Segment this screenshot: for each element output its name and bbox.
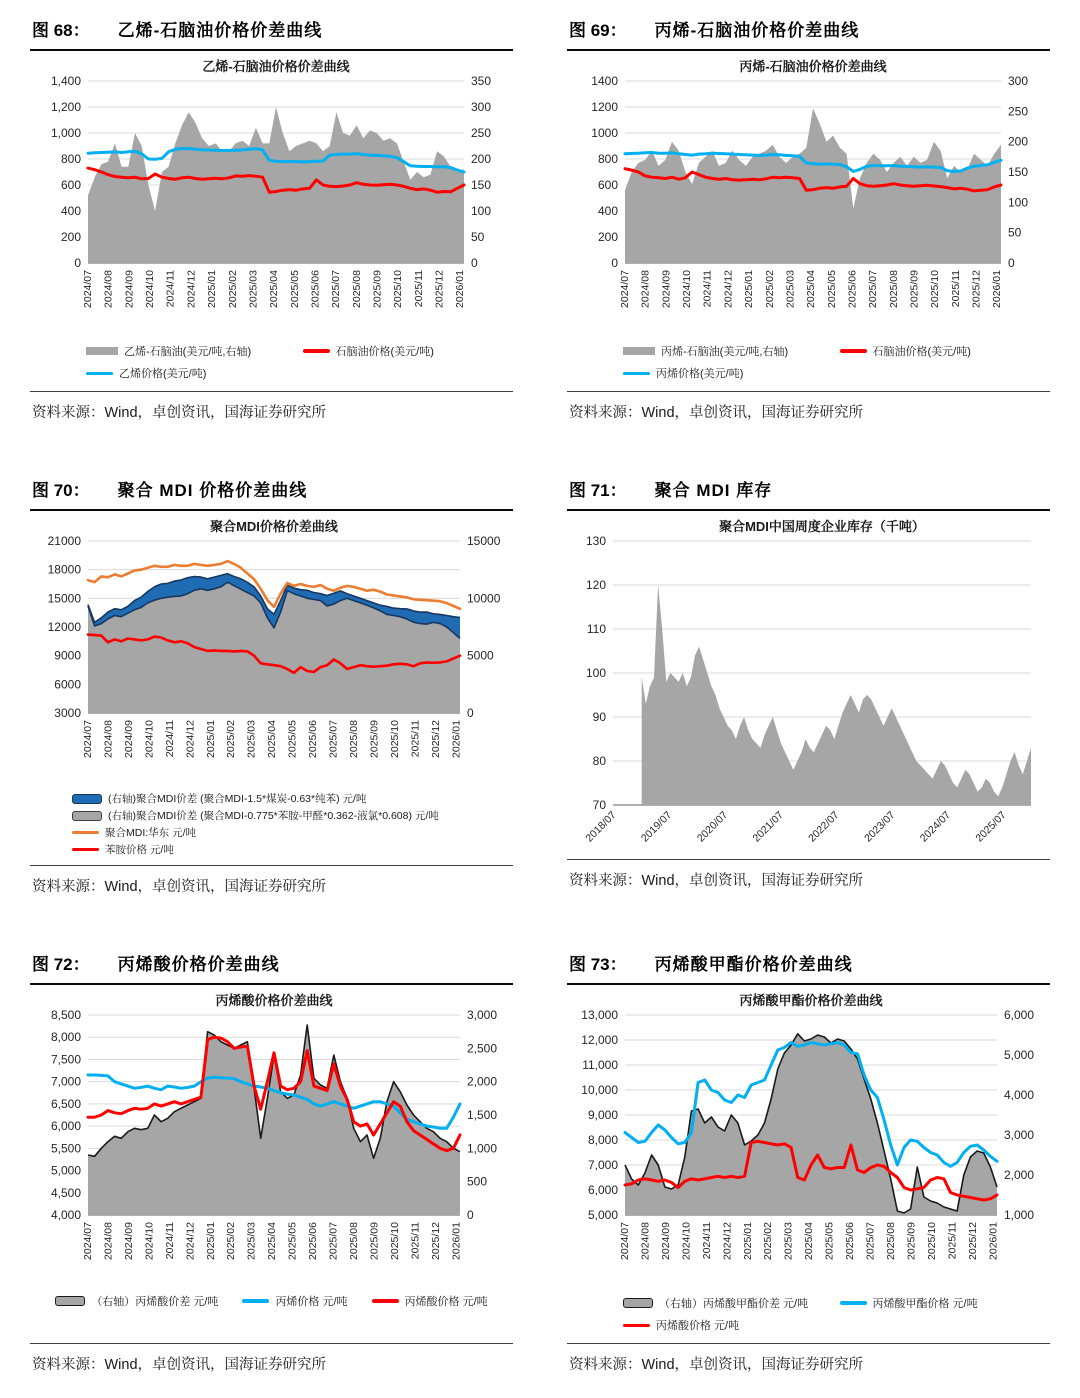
svg-text:2,000: 2,000 <box>467 1074 498 1089</box>
legend-item <box>623 1293 834 1313</box>
figure-73-header <box>567 946 1050 985</box>
svg-text:13,000: 13,000 <box>581 1008 618 1022</box>
legend-line-marker <box>840 349 867 353</box>
svg-text:2025/03: 2025/03 <box>245 1222 258 1260</box>
svg-text:2025/07: 2025/07 <box>330 270 343 308</box>
svg-text:6,000: 6,000 <box>587 1183 618 1197</box>
chart-title: 丙烯酸价格价差曲线 <box>215 993 333 1008</box>
svg-text:6,000: 6,000 <box>50 1119 81 1134</box>
legend-label: 乙烯价格(美元/吨) <box>119 368 207 381</box>
svg-text:2025/12: 2025/12 <box>970 270 983 308</box>
svg-text:15000: 15000 <box>467 534 501 548</box>
svg-text:2024/10: 2024/10 <box>143 1222 156 1260</box>
svg-text:10000: 10000 <box>467 591 501 606</box>
svg-text:400: 400 <box>60 204 81 218</box>
svg-text:2025/12: 2025/12 <box>966 1222 979 1260</box>
svg-text:250: 250 <box>1008 104 1029 119</box>
svg-text:2024/10: 2024/10 <box>143 720 156 758</box>
svg-text:6,000: 6,000 <box>1004 1008 1035 1022</box>
source-text: 资料来源：Wind，卓创资讯，国海证券研究所 <box>32 879 327 895</box>
svg-text:2024/09: 2024/09 <box>660 270 673 308</box>
figure-73-chart <box>567 989 1049 1289</box>
svg-text:2025/07: 2025/07 <box>973 809 1009 845</box>
legend-line-marker <box>303 349 330 353</box>
source-text: 资料来源：Wind，卓创资讯，国海证券研究所 <box>32 1357 327 1373</box>
legend-area-marker <box>72 794 102 804</box>
figure-73-title: 丙烯酸甲酯价格价差曲线 <box>654 955 853 974</box>
svg-text:2025/10: 2025/10 <box>392 270 405 308</box>
svg-text:50: 50 <box>471 230 485 244</box>
figure-69-number: 图 69： <box>569 21 627 40</box>
legend-label: 丙烯酸价格 元/吨 <box>404 1296 488 1308</box>
chart-title: 丙烯酸甲酯价格价差曲线 <box>739 993 883 1008</box>
svg-text:4,500: 4,500 <box>50 1185 81 1200</box>
svg-text:1,000: 1,000 <box>50 126 81 140</box>
svg-text:5,000: 5,000 <box>587 1208 618 1222</box>
figure-73-number: 图 73： <box>569 955 627 974</box>
legend-label: （右轴）丙烯酸甲酯价差 元/吨 <box>659 1297 809 1310</box>
figure-70-header <box>30 472 513 511</box>
svg-text:2024/11: 2024/11 <box>164 270 177 308</box>
legend-item <box>372 1293 488 1309</box>
svg-text:2024/07: 2024/07 <box>82 720 94 758</box>
legend-item <box>55 1293 218 1309</box>
svg-text:12000: 12000 <box>47 620 81 634</box>
svg-text:3,000: 3,000 <box>467 1008 498 1022</box>
legend-label: 石脑油价格(美元/吨) <box>335 345 434 358</box>
svg-text:2025/06: 2025/06 <box>307 1222 320 1260</box>
svg-text:5,000: 5,000 <box>1004 1048 1035 1062</box>
svg-text:2025/05: 2025/05 <box>288 270 301 308</box>
legend-line-marker <box>72 831 99 835</box>
svg-text:2024/09: 2024/09 <box>122 720 135 758</box>
figure-73-legend <box>567 1289 1050 1335</box>
svg-text:150: 150 <box>471 178 492 192</box>
svg-text:110: 110 <box>586 622 606 636</box>
svg-text:3,000: 3,000 <box>1004 1128 1035 1142</box>
figure-72-source <box>30 1343 513 1374</box>
svg-text:2025/05: 2025/05 <box>286 1222 299 1260</box>
figure-70-chart <box>30 515 512 787</box>
svg-text:2025/04: 2025/04 <box>805 270 818 308</box>
svg-text:2025/07: 2025/07 <box>867 270 880 308</box>
svg-text:2025/07: 2025/07 <box>327 1222 340 1260</box>
svg-text:0: 0 <box>611 256 618 270</box>
svg-text:200: 200 <box>1008 134 1029 149</box>
svg-text:2024/07: 2024/07 <box>917 809 954 845</box>
svg-text:2025/02: 2025/02 <box>225 720 238 758</box>
svg-text:2022/07: 2022/07 <box>806 809 842 845</box>
svg-text:130: 130 <box>585 534 606 548</box>
figure-71-number: 图 71： <box>569 481 627 500</box>
chart-title: 聚合MDI价格价差曲线 <box>210 519 338 534</box>
figure-69 <box>567 12 1050 422</box>
svg-text:2025/06: 2025/06 <box>844 1222 857 1260</box>
svg-text:3000: 3000 <box>54 706 81 720</box>
legend-item <box>242 1293 347 1309</box>
legend-line-marker <box>623 1324 650 1328</box>
svg-text:8,500: 8,500 <box>50 1008 81 1022</box>
figure-69-chart <box>567 55 1049 337</box>
svg-text:2024/08: 2024/08 <box>102 720 115 758</box>
svg-text:5,000: 5,000 <box>50 1163 81 1178</box>
svg-text:50: 50 <box>1008 225 1022 240</box>
svg-text:500: 500 <box>467 1174 488 1189</box>
legend-item <box>72 808 439 823</box>
svg-text:9000: 9000 <box>54 648 81 663</box>
svg-text:2025/01: 2025/01 <box>204 1222 217 1260</box>
svg-text:2025/12: 2025/12 <box>429 720 442 758</box>
legend-item <box>840 341 1051 361</box>
svg-text:90: 90 <box>592 710 606 724</box>
svg-text:2025/06: 2025/06 <box>307 720 320 758</box>
svg-text:2025/11: 2025/11 <box>949 270 962 308</box>
legend-label: 丙烯价格 元/吨 <box>275 1296 348 1308</box>
svg-text:11,000: 11,000 <box>582 1058 618 1072</box>
svg-text:300: 300 <box>1008 74 1029 88</box>
svg-text:2025/11: 2025/11 <box>409 720 422 758</box>
svg-text:2025/03: 2025/03 <box>245 720 258 758</box>
svg-text:1,200: 1,200 <box>50 100 81 114</box>
svg-text:250: 250 <box>471 126 492 140</box>
figure-68-chart <box>30 55 512 337</box>
figure-69-legend <box>567 337 1050 383</box>
legend-item <box>86 364 297 384</box>
svg-text:10,000: 10,000 <box>581 1083 618 1097</box>
legend-label: （右轴）丙烯酸价差 元/吨 <box>91 1296 219 1308</box>
legend-label: (右轴)聚合MDI价差 (聚合MDI-0.775*苯胺-甲醛*0.362-液氯*0.608) 元/吨 <box>108 810 439 822</box>
svg-text:2,000: 2,000 <box>1004 1168 1035 1182</box>
source-text: 资料来源：Wind，卓创资讯，国海证券研究所 <box>32 405 327 421</box>
svg-text:2025/04: 2025/04 <box>268 270 281 308</box>
svg-text:2025/01: 2025/01 <box>206 270 219 308</box>
svg-text:2025/08: 2025/08 <box>887 270 900 308</box>
svg-text:2025/06: 2025/06 <box>309 270 322 308</box>
svg-text:2024/10: 2024/10 <box>680 1222 693 1260</box>
svg-text:2025/05: 2025/05 <box>823 1222 836 1260</box>
figure-70-source <box>30 865 513 896</box>
svg-text:200: 200 <box>471 152 492 166</box>
svg-text:2025/10: 2025/10 <box>388 1222 401 1260</box>
svg-text:350: 350 <box>471 74 492 88</box>
figure-72-title: 丙烯酸价格价差曲线 <box>117 955 280 974</box>
svg-text:2025/10: 2025/10 <box>925 1222 938 1260</box>
svg-text:2024/09: 2024/09 <box>122 1222 135 1260</box>
legend-item <box>303 341 514 361</box>
svg-text:4,000: 4,000 <box>50 1208 81 1222</box>
svg-text:5,500: 5,500 <box>50 1141 81 1156</box>
svg-text:4,000: 4,000 <box>1004 1088 1035 1102</box>
legend-line-marker <box>242 1299 269 1303</box>
figure-72-number: 图 72： <box>32 955 90 974</box>
legend-item <box>623 1316 834 1336</box>
svg-text:12,000: 12,000 <box>581 1033 618 1047</box>
svg-text:100: 100 <box>1008 195 1029 210</box>
svg-text:1,400: 1,400 <box>50 74 81 88</box>
svg-text:2019/07: 2019/07 <box>638 809 675 845</box>
svg-text:2025/09: 2025/09 <box>371 270 384 308</box>
svg-text:80: 80 <box>592 754 606 768</box>
legend-item <box>840 1293 1051 1313</box>
chart-title: 聚合MDI中国周度企业库存（千吨） <box>719 519 925 534</box>
legend-label: 石脑油价格(美元/吨) <box>872 345 971 358</box>
figure-70 <box>30 472 513 896</box>
svg-text:2025/02: 2025/02 <box>762 1222 775 1260</box>
figure-71-source <box>567 859 1050 890</box>
figure-72 <box>30 946 513 1374</box>
svg-text:800: 800 <box>60 152 81 166</box>
legend-item <box>72 791 366 806</box>
svg-text:120: 120 <box>585 578 606 592</box>
svg-text:1,000: 1,000 <box>1004 1208 1035 1222</box>
legend-item <box>72 825 196 840</box>
legend-item <box>623 364 834 384</box>
svg-text:2025/10: 2025/10 <box>388 720 401 758</box>
svg-text:2024/10: 2024/10 <box>681 270 693 308</box>
svg-text:2026/01: 2026/01 <box>987 1222 1000 1260</box>
svg-text:2025/05: 2025/05 <box>825 270 838 308</box>
svg-text:400: 400 <box>597 204 618 218</box>
svg-text:2025/03: 2025/03 <box>784 270 797 308</box>
svg-text:2024/08: 2024/08 <box>102 1222 115 1260</box>
svg-text:2018/07: 2018/07 <box>583 809 619 845</box>
svg-text:6,500: 6,500 <box>50 1096 81 1111</box>
figure-69-header <box>567 12 1050 51</box>
svg-text:2024/09: 2024/09 <box>659 1222 672 1260</box>
svg-text:2025/11: 2025/11 <box>409 1222 422 1260</box>
svg-text:2,500: 2,500 <box>467 1041 498 1056</box>
legend-label: 乙烯-石脑油(美元/吨,右轴) <box>124 345 252 358</box>
legend-item <box>72 842 174 857</box>
svg-text:2024/11: 2024/11 <box>163 1222 176 1260</box>
svg-text:2024/08: 2024/08 <box>639 270 652 308</box>
figure-72-header <box>30 946 513 985</box>
legend-area-marker <box>72 811 102 821</box>
svg-text:2025/02: 2025/02 <box>226 270 239 308</box>
svg-text:9,000: 9,000 <box>587 1108 618 1122</box>
svg-text:2026/01: 2026/01 <box>991 270 1004 308</box>
svg-text:0: 0 <box>467 1208 474 1222</box>
svg-text:2026/01: 2026/01 <box>454 270 467 308</box>
svg-text:2024/08: 2024/08 <box>639 1222 652 1260</box>
svg-text:2024/12: 2024/12 <box>184 720 197 758</box>
svg-text:800: 800 <box>597 152 618 166</box>
svg-text:2023/07: 2023/07 <box>862 809 898 845</box>
figure-69-title: 丙烯-石脑油价格价差曲线 <box>654 21 860 40</box>
svg-text:2025/02: 2025/02 <box>763 270 776 308</box>
figure-71-title: 聚合 MDI 库存 <box>654 481 773 500</box>
svg-text:2025/04: 2025/04 <box>803 1222 816 1260</box>
figure-73-source <box>567 1343 1050 1374</box>
svg-text:2025/01: 2025/01 <box>743 270 756 308</box>
legend-area-marker <box>55 1296 85 1306</box>
svg-text:2025/08: 2025/08 <box>885 1222 897 1260</box>
svg-text:5000: 5000 <box>467 648 494 663</box>
svg-text:2025/08: 2025/08 <box>348 720 360 758</box>
svg-text:2024/10: 2024/10 <box>144 270 156 308</box>
svg-text:200: 200 <box>597 230 618 244</box>
legend-line-marker <box>372 1299 399 1303</box>
chart-title: 丙烯-石脑油价格价差曲线 <box>739 59 887 74</box>
svg-text:15000: 15000 <box>47 591 81 606</box>
svg-text:2025/04: 2025/04 <box>266 1222 279 1260</box>
legend-area-marker <box>623 1298 653 1308</box>
svg-text:1000: 1000 <box>591 126 618 140</box>
svg-text:600: 600 <box>60 178 81 192</box>
svg-text:70: 70 <box>592 798 606 812</box>
svg-text:100: 100 <box>585 666 606 680</box>
svg-text:2025/11: 2025/11 <box>412 270 425 308</box>
svg-text:0: 0 <box>74 256 81 270</box>
legend-area-marker <box>623 347 655 355</box>
figure-68-header <box>30 12 513 51</box>
svg-text:2025/07: 2025/07 <box>327 720 340 758</box>
svg-text:2024/12: 2024/12 <box>185 270 198 308</box>
legend-label: 苯胺价格 元/吨 <box>105 844 174 856</box>
svg-text:2024/11: 2024/11 <box>700 1222 713 1260</box>
svg-text:7,000: 7,000 <box>50 1074 81 1089</box>
svg-text:2021/07: 2021/07 <box>750 809 786 845</box>
svg-text:2024/11: 2024/11 <box>701 270 714 308</box>
svg-text:1,000: 1,000 <box>467 1141 498 1156</box>
svg-text:2025/02: 2025/02 <box>225 1222 238 1260</box>
figures-grid <box>30 12 1050 1374</box>
legend-item <box>86 341 297 361</box>
svg-text:2024/07: 2024/07 <box>82 1222 94 1260</box>
svg-text:2025/06: 2025/06 <box>846 270 859 308</box>
figure-72-chart <box>30 989 512 1289</box>
figure-68 <box>30 12 513 422</box>
svg-text:0: 0 <box>1008 256 1015 270</box>
svg-text:8,000: 8,000 <box>50 1030 81 1045</box>
svg-text:0: 0 <box>471 256 478 270</box>
svg-text:2025/09: 2025/09 <box>905 1222 918 1260</box>
svg-text:2024/09: 2024/09 <box>123 270 136 308</box>
svg-text:2024/07: 2024/07 <box>619 270 631 308</box>
figure-71-chart <box>567 515 1049 851</box>
svg-text:21000: 21000 <box>47 534 81 548</box>
svg-text:2024/12: 2024/12 <box>722 270 735 308</box>
svg-text:2024/11: 2024/11 <box>163 720 176 758</box>
svg-text:2024/12: 2024/12 <box>721 1222 734 1260</box>
svg-text:6000: 6000 <box>54 677 81 692</box>
source-text: 资料来源：Wind，卓创资讯，国海证券研究所 <box>569 405 864 421</box>
svg-text:2025/05: 2025/05 <box>286 720 299 758</box>
svg-text:150: 150 <box>1008 165 1029 179</box>
svg-text:2025/09: 2025/09 <box>368 1222 381 1260</box>
svg-text:2025/09: 2025/09 <box>368 720 381 758</box>
svg-text:600: 600 <box>597 178 618 192</box>
legend-label: 聚合MDI:华东 元/吨 <box>105 827 196 839</box>
figure-68-title: 乙烯-石脑油价格价差曲线 <box>117 21 323 40</box>
svg-text:2026/01: 2026/01 <box>450 1222 463 1260</box>
svg-text:18000: 18000 <box>47 562 81 577</box>
svg-text:100: 100 <box>471 204 492 218</box>
legend-line-marker <box>623 372 650 376</box>
svg-text:2025/09: 2025/09 <box>908 270 921 308</box>
source-text: 资料来源：Wind，卓创资讯，国海证券研究所 <box>569 1357 864 1373</box>
svg-text:300: 300 <box>471 100 492 114</box>
svg-text:2024/07: 2024/07 <box>619 1222 631 1260</box>
svg-text:2025/04: 2025/04 <box>266 720 279 758</box>
svg-text:2024/12: 2024/12 <box>184 1222 197 1260</box>
legend-label: 丙烯酸价格 元/吨 <box>656 1320 740 1333</box>
legend-label: 丙烯价格(美元/吨) <box>656 368 744 381</box>
figure-68-source <box>30 391 513 422</box>
legend-line-marker <box>72 848 99 852</box>
svg-text:2025/12: 2025/12 <box>429 1222 442 1260</box>
figure-70-title: 聚合 MDI 价格价差曲线 <box>117 481 308 500</box>
svg-text:2026/01: 2026/01 <box>450 720 463 758</box>
legend-label: 丙烯酸甲酯价格 元/吨 <box>872 1297 978 1310</box>
legend-area-marker <box>86 347 118 355</box>
figure-68-legend <box>30 337 513 383</box>
svg-text:0: 0 <box>467 706 474 720</box>
svg-text:200: 200 <box>60 230 81 244</box>
legend-label: (右轴)聚合MDI价差 (聚合MDI-1.5*煤炭-0.63*纯苯) 元/吨 <box>108 793 367 805</box>
figure-70-number: 图 70： <box>32 481 90 500</box>
legend-label: 丙烯-石脑油(美元/吨,右轴) <box>661 345 789 358</box>
legend-line-marker <box>86 372 113 376</box>
svg-text:2025/01: 2025/01 <box>204 720 217 758</box>
svg-text:2025/01: 2025/01 <box>741 1222 754 1260</box>
legend-item <box>623 341 834 361</box>
figure-68-number: 图 68： <box>32 21 90 40</box>
source-text: 资料来源：Wind，卓创资讯，国海证券研究所 <box>569 873 864 889</box>
svg-text:2024/08: 2024/08 <box>102 270 115 308</box>
svg-text:2025/12: 2025/12 <box>433 270 446 308</box>
svg-text:2025/10: 2025/10 <box>929 270 942 308</box>
svg-text:2020/07: 2020/07 <box>694 809 731 845</box>
figure-71 <box>567 472 1050 896</box>
svg-text:2025/03: 2025/03 <box>247 270 260 308</box>
figure-73 <box>567 946 1050 1374</box>
svg-text:2025/11: 2025/11 <box>946 1222 959 1260</box>
figure-69-source <box>567 391 1050 422</box>
svg-text:8,000: 8,000 <box>587 1133 618 1147</box>
svg-text:7,000: 7,000 <box>587 1158 618 1172</box>
figure-71-header <box>567 472 1050 511</box>
svg-text:1400: 1400 <box>591 74 618 88</box>
svg-text:7,500: 7,500 <box>50 1052 81 1067</box>
chart-title: 乙烯-石脑油价格价差曲线 <box>202 59 350 74</box>
legend-line-marker <box>840 1301 867 1305</box>
svg-text:2025/08: 2025/08 <box>348 1222 360 1260</box>
svg-text:1,500: 1,500 <box>467 1108 498 1122</box>
figure-72-legend <box>30 1289 513 1335</box>
svg-text:2025/08: 2025/08 <box>350 270 363 308</box>
svg-text:2025/07: 2025/07 <box>864 1222 877 1260</box>
svg-text:2024/07: 2024/07 <box>82 270 94 308</box>
svg-text:2025/03: 2025/03 <box>782 1222 795 1260</box>
svg-text:1200: 1200 <box>591 100 618 114</box>
figure-70-legend <box>30 787 513 857</box>
